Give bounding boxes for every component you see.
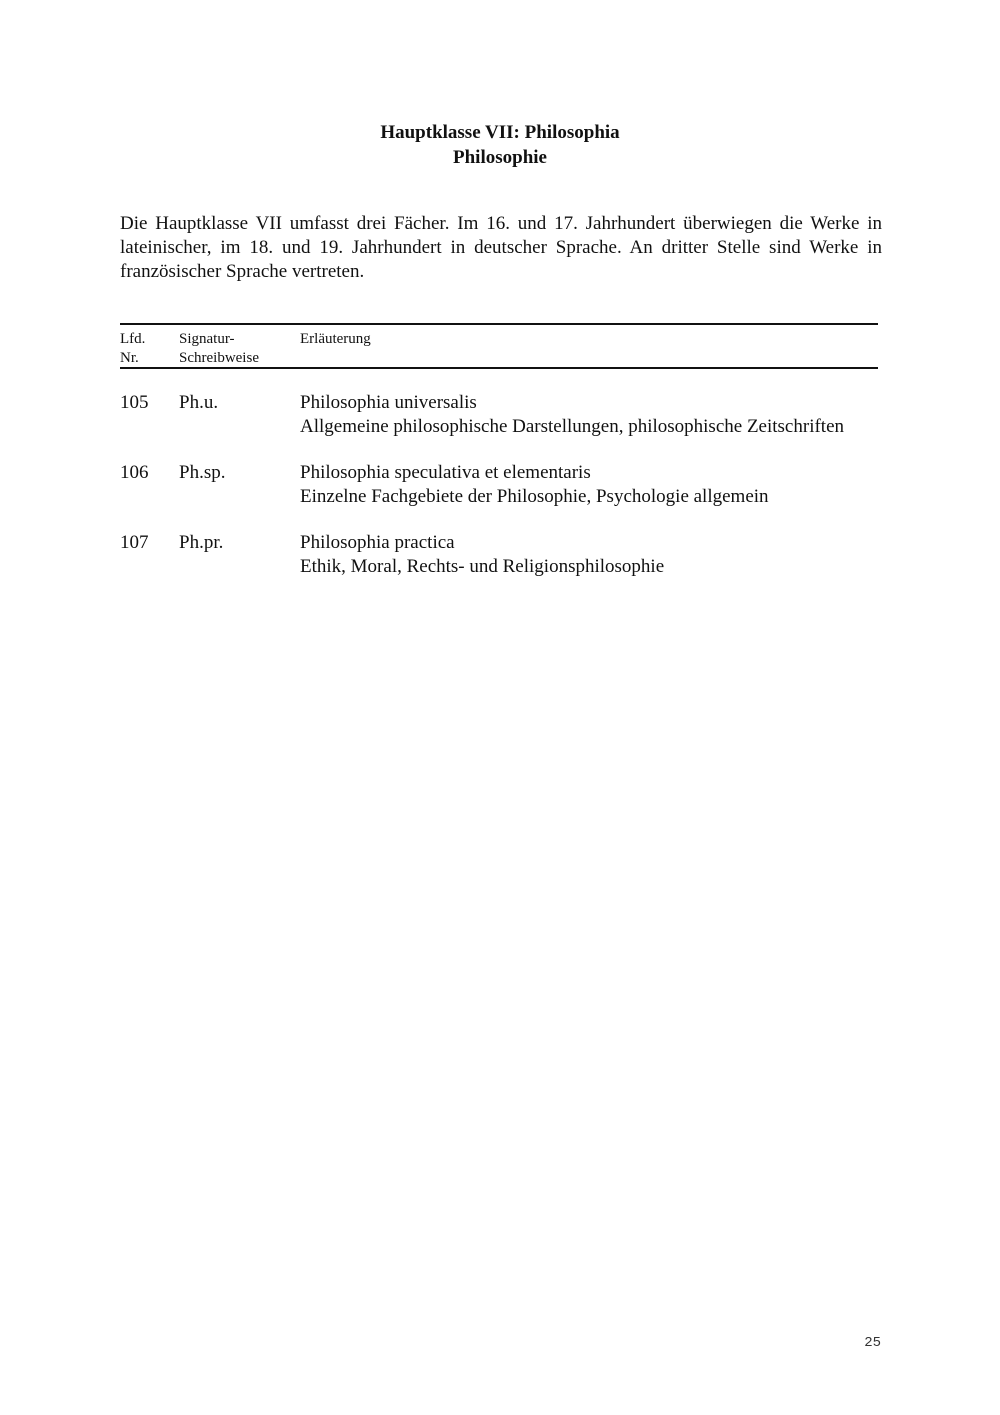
header-signatur [179, 330, 299, 368]
row-description: Ethik, Moral, Rechts- und Religionsphilosophie [300, 556, 665, 577]
intro-paragraph: Die Hauptklasse VII umfasst drei Fächer. Im 16. und 17. Jahrhundert überwiegen die Werke in lateinischer, im 18. und 19. Jahrhundert in deutscher Sprache. An dritter Stelle sind Werke in französischer Sprache vertreten. [120, 213, 882, 282]
row-title: Philosophia practica [300, 532, 455, 553]
table-row [120, 391, 878, 461]
page-title: Hauptklasse VII: Philosophia [380, 122, 620, 143]
header-lfd-nr [120, 330, 175, 368]
table-row [120, 531, 878, 601]
row-description: Allgemeine philosophische Darstellungen, philosophische Zeitschriften [300, 416, 845, 437]
page-number: 25 [864, 1335, 881, 1351]
classification-table [120, 323, 878, 601]
page-heading [0, 120, 1000, 170]
row-title: Philosophia speculativa et elementaris [300, 462, 591, 483]
row-number: 105 [120, 392, 149, 413]
header-lfd-line2: Nr. [120, 350, 139, 366]
table-body [120, 391, 878, 601]
header-erlaeuterung: Erläuterung [300, 331, 371, 347]
row-signatur: Ph.u. [179, 392, 219, 413]
row-signatur: Ph.sp. [179, 462, 226, 483]
header-signatur-line1: Signatur- [179, 331, 235, 347]
table-header-row [120, 325, 878, 367]
row-explanation [300, 461, 900, 509]
row-signatur: Ph.pr. [179, 532, 224, 553]
row-number: 106 [120, 462, 149, 483]
row-number: 107 [120, 532, 149, 553]
header-lfd-line1: Lfd. [120, 331, 146, 347]
page-subtitle: Philosophie [453, 147, 547, 168]
row-description: Einzelne Fachgebiete der Philosophie, Psychologie allgemein [300, 486, 769, 507]
table-row [120, 461, 878, 531]
row-explanation [300, 391, 900, 439]
row-explanation [300, 531, 900, 579]
row-title: Philosophia universalis [300, 392, 477, 413]
header-signatur-line2: Schreibweise [179, 350, 259, 366]
